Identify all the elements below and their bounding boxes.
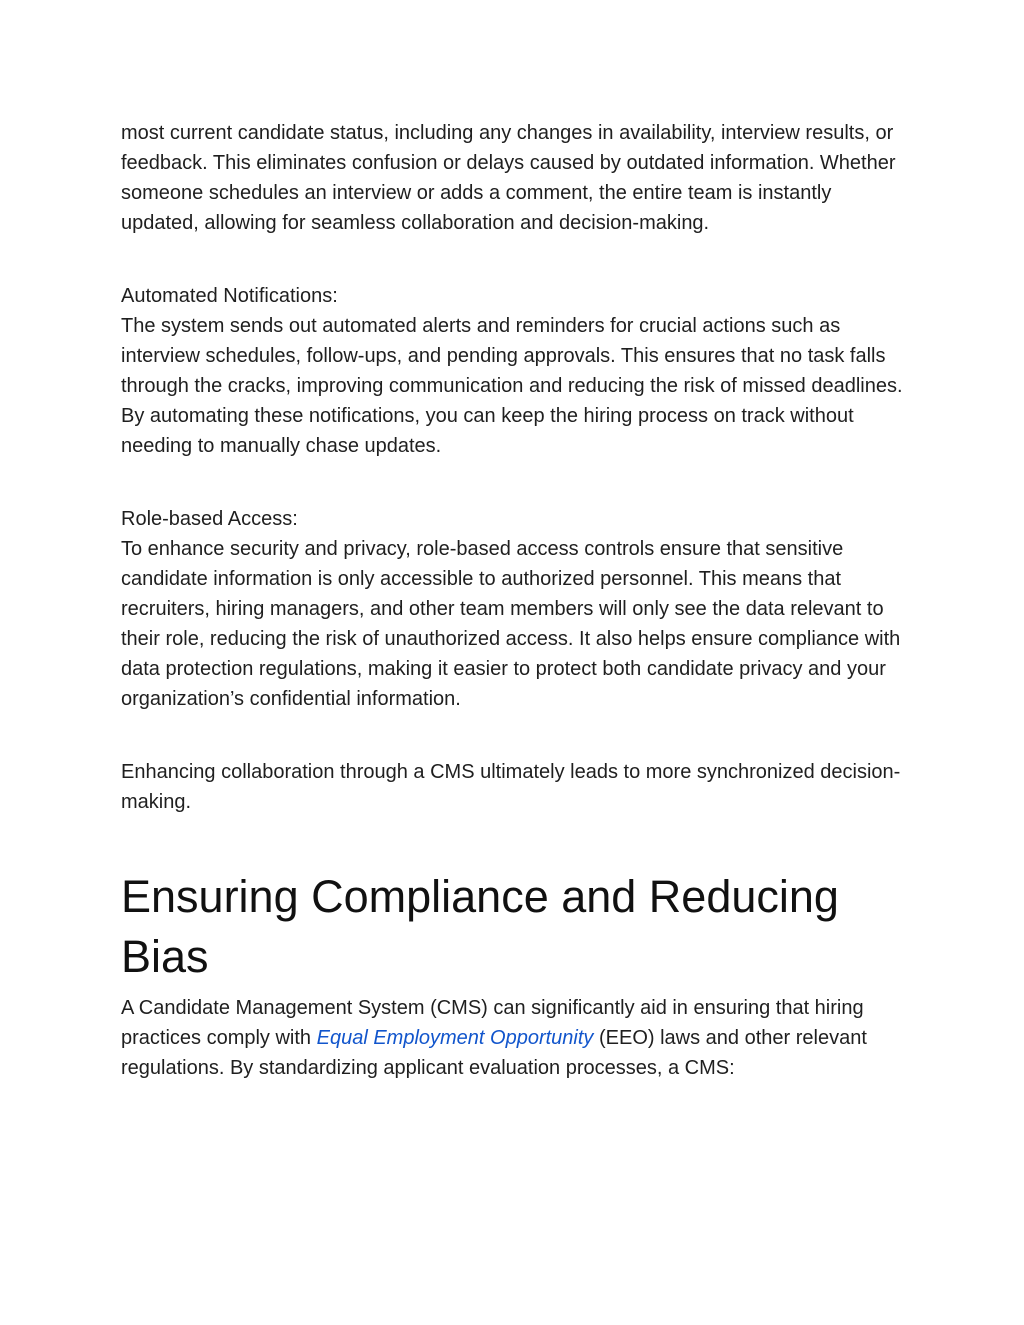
collaboration-summary: Enhancing collaboration through a CMS ultimately leads to more synchronized decision-making. [121, 761, 901, 813]
spacer [121, 714, 911, 757]
spacer [121, 238, 911, 281]
access-section [121, 504, 911, 714]
access-title: Role-based Access: [121, 508, 298, 530]
spacer [121, 461, 911, 504]
notifications-body: The system sends out automated alerts and reminders for crucial actions such as interview schedules, follow-ups, and pending approvals. This ensures that no task falls through the cracks, improving communication and reducing the risk of missed deadlines. By automating these notifications, you can keep the hiring process on track without needing to manually chase updates. [121, 315, 903, 457]
eeo-link[interactable]: Equal Employment Opportunity [316, 1027, 594, 1049]
document-page [121, 118, 911, 1083]
section-heading: Ensuring Compliance and Reducing Bias [121, 871, 839, 982]
compliance-text-start: A Candidate Management System (CMS) can significantly aid in ensuring that hiring practices comply with [121, 997, 864, 1049]
spacer [121, 817, 911, 867]
compliance-text-end: (EEO) laws and other relevant regulations. By standardizing applicant evaluation processes, a CMS: [121, 1027, 867, 1079]
compliance-paragraph [121, 993, 911, 1083]
notifications-title: Automated Notifications: [121, 285, 338, 307]
access-body: To enhance security and privacy, role-based access controls ensure that sensitive candidate information is only accessible to authorized personnel. This means that recruiters, hiring managers, and other team members will only see the data relevant to their role, reducing the risk of unauthorized access. It also helps ensure compliance with data protection regulations, making it easier to protect both candidate privacy and your organization’s confidential information. [121, 538, 901, 710]
intro-paragraph: most current candidate status, including any changes in availability, interview results, or feedback. This eliminates confusion or delays caused by outdated information. Whether someone schedules an interview or adds a comment, the entire team is instantly updated, allowing for seamless collaboration and decision-making. [121, 122, 896, 234]
notifications-section [121, 281, 911, 461]
